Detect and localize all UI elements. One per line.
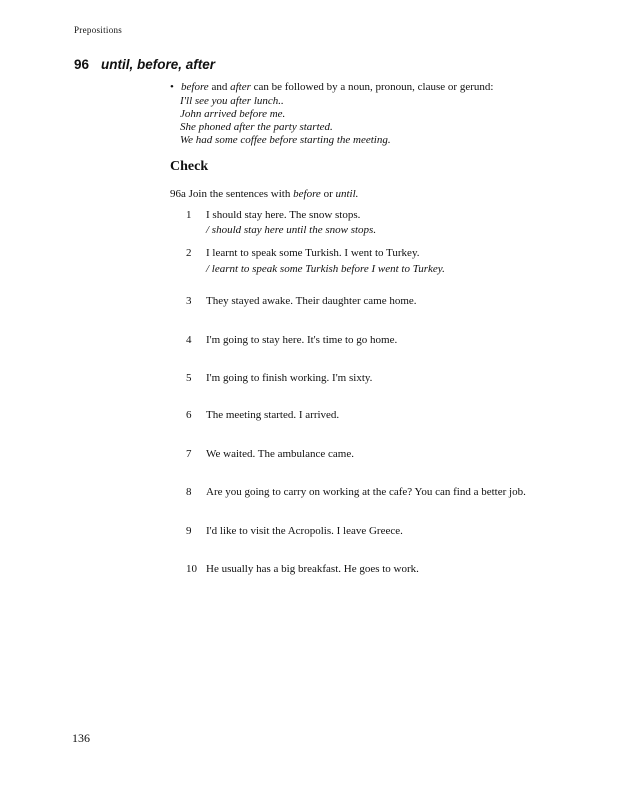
example-sentence: We had some coffee before starting the meeting.: [180, 134, 391, 146]
item-number: 4: [186, 334, 192, 346]
item-number: 3: [186, 295, 192, 307]
exercise-item-2: [186, 247, 419, 259]
item-text: I'm going to finish working. I'm sixty.: [206, 372, 373, 384]
exercise-item-4: [186, 334, 397, 346]
item-text: I'm going to stay here. It's time to go home.: [206, 334, 398, 346]
item-number: 10: [186, 563, 197, 575]
exercise-item-5: [186, 372, 372, 384]
example-sentence: John arrived before me.: [180, 108, 286, 120]
instruction-or: or: [320, 188, 336, 200]
rule-word-after: after: [230, 81, 251, 93]
item-text: We waited. The ambulance came.: [206, 448, 354, 460]
section-heading: [74, 57, 215, 72]
rule-and: and: [208, 81, 231, 93]
item-answer: / should stay here until the snow stops.: [206, 224, 377, 236]
item-text: The meeting started. I arrived.: [206, 409, 340, 421]
item-number: 5: [186, 372, 192, 384]
exercise-instruction: [170, 188, 358, 200]
item-text: Are you going to carry on working at the cafe? You can find a better job.: [206, 486, 526, 498]
item-text: I should stay here. The snow stops.: [206, 209, 361, 221]
exercise-item-9: [186, 525, 403, 537]
exercise-item-1: [186, 209, 360, 221]
item-number: 8: [186, 486, 192, 498]
exercise-item-8: [186, 486, 526, 498]
exercise-item-3: [186, 295, 417, 307]
item-number: 7: [186, 448, 192, 460]
rule-text: can be followed by a noun, pronoun, clause or gerund:: [250, 81, 494, 93]
item-text: They stayed awake. Their daughter came home.: [206, 295, 417, 307]
instruction-word-until: until.: [335, 188, 359, 200]
exercise-item-7: [186, 448, 354, 460]
item-number: 2: [186, 247, 192, 259]
section-number: 96: [74, 57, 90, 72]
item-number: 9: [186, 525, 192, 537]
bullet-icon: •: [170, 81, 174, 93]
check-heading: Check: [170, 159, 209, 174]
item-text: I learnt to speak some Turkish. I went to Turkey.: [206, 247, 420, 259]
item-answer: / learnt to speak some Turkish before I went to Turkey.: [206, 263, 445, 275]
page-number: 136: [72, 731, 90, 745]
item-number: 6: [186, 409, 192, 421]
item-number: 1: [186, 209, 192, 221]
exercise-item-10: [186, 563, 419, 575]
rule-word-before: before: [181, 81, 209, 93]
grammar-rule: [170, 81, 493, 93]
example-sentence: I'll see you after lunch..: [180, 95, 284, 107]
section-title: until, before, after: [101, 57, 216, 72]
example-sentence: She phoned after the party started.: [180, 121, 333, 133]
item-text: I'd like to visit the Acropolis. I leave Greece.: [206, 525, 403, 537]
running-head: Prepositions: [74, 25, 123, 35]
instruction-prefix: 96a Join the sentences with: [170, 188, 294, 200]
item-text: He usually has a big breakfast. He goes to work.: [206, 563, 419, 575]
instruction-word-before: before: [293, 188, 321, 200]
exercise-item-6: [186, 409, 339, 421]
